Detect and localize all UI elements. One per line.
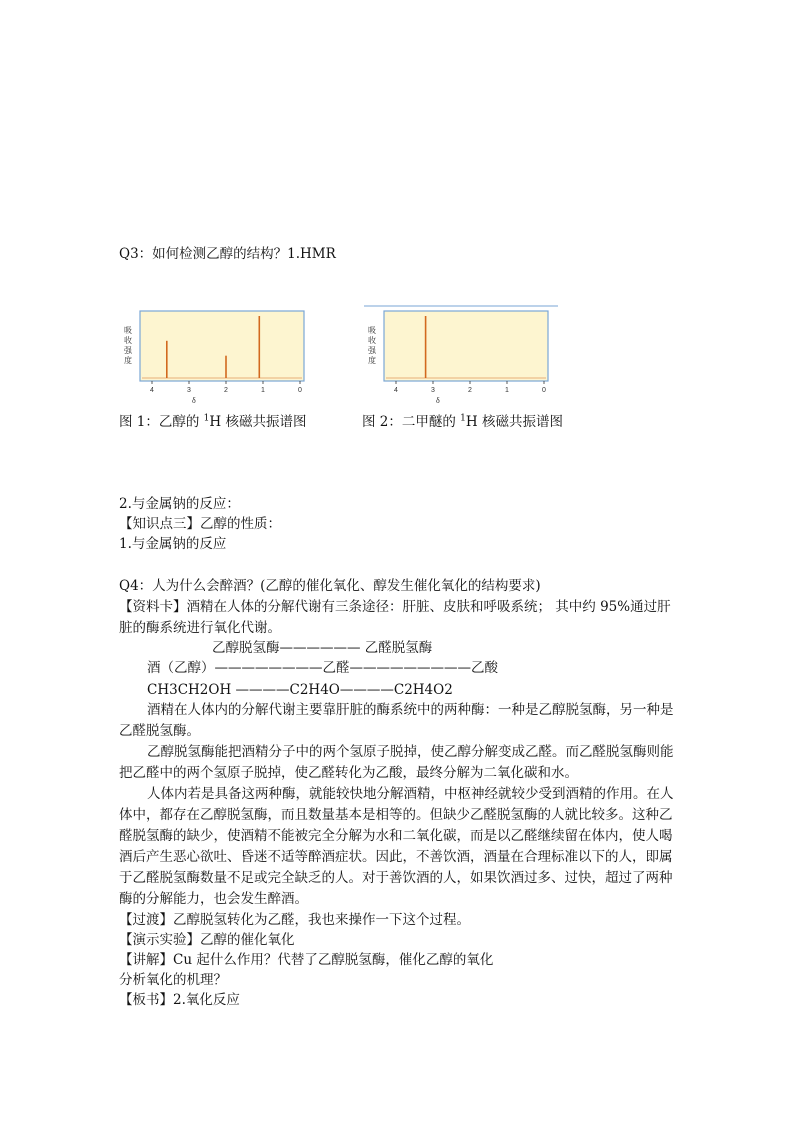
y-axis-label-char: 度 <box>124 356 132 365</box>
x-tick-label: 4 <box>150 387 154 394</box>
sodium-reaction-heading: 2.与金属钠的反应： <box>119 496 240 512</box>
x-tick-label: 3 <box>431 387 435 394</box>
reaction-chain-formulas: CH3CH2OH ————C2H4O————C2H4O2 <box>147 682 453 698</box>
x-tick-label: 0 <box>298 387 302 394</box>
x-tick-label: 2 <box>224 387 228 394</box>
knowledge-point-3: 【知识点三】乙醇的性质： <box>119 516 281 532</box>
info-card: 【资料卡】酒精在人体的分解代谢有三条途径：肝脏、皮肤和呼吸系统； 其中约 95%通过肝脏的酶系统进行氧化代谢。 <box>119 599 671 636</box>
y-axis-label-char: 强 <box>124 346 132 355</box>
paragraph-dehydrogenase: 乙醇脱氢酶能把酒精分子中的两个氢原子脱掉，使乙醇分解变成乙醛。而乙醛脱氢酶则能把乙醛中的两个氢原子脱掉，使乙醛转化为乙酸，最终分解为二氧化碳和水。 <box>119 744 674 781</box>
paragraph-drunkenness: 人体内若是具备这两种酶，就能较快地分解酒精，中枢神经就较少受到酒精的作用。在人体中，都存在乙醇脱氢酶，而且数量基本是相等的。但缺少乙醛脱氢酶的人就比较多。这种乙醛脱氢酶的缺少，使酒精不能被完全分解为水和二氧化碳，而是以乙醛继续留在体内，使人喝酒后产生恶心欲吐、昏迷不适等醉酒症状。因此，不善饮酒，酒量在合理标准以下的人，即属于乙醛脱氢酶数量不足或完全缺乏的人。对于善饮酒的人，如果饮酒过多、过快，超过了两种酶的分解能力，也会发生醉酒。 <box>119 786 674 907</box>
plot-area <box>140 311 304 381</box>
paragraph-enzymes: 酒精在人体内的分解代谢主要靠肝脏的酶系统中的两种酶：一种是乙醇脱氢酶，另一种是乙醛脱氢酶。 <box>119 702 674 739</box>
question-q4: Q4：人为什么会醉酒？(乙醇的催化氧化、醇发生催化氧化的结构要求) <box>119 578 541 594</box>
demo-experiment: 【演示实验】乙醇的催化氧化 <box>119 932 295 948</box>
y-axis-label-char: 强 <box>368 346 376 355</box>
x-tick-label: 1 <box>505 387 509 394</box>
reaction-chain-names: 酒（乙醇）————————乙醛—————————乙酸 <box>147 660 498 676</box>
plot-area <box>384 311 548 381</box>
figure-caption-2: 图 2：二甲醚的 $^1$H 核磁共振谱图 <box>362 413 563 430</box>
sodium-reaction-subheading: 1.与金属钠的反应 <box>119 536 227 552</box>
explanation: 【讲解】Cu 起什么作用？代替了乙醇脱氢酶，催化乙醇的氧化 <box>119 952 494 968</box>
x-axis-label: δ <box>436 396 440 405</box>
x-tick-label: 4 <box>394 387 398 394</box>
nmr-spectrum-ethanol <box>118 305 318 405</box>
y-axis-label-char: 收 <box>368 336 376 345</box>
x-tick-label: 0 <box>542 387 546 394</box>
y-axis-label-char: 度 <box>368 356 376 365</box>
mechanism-question: 分析氧化的机理？ <box>119 972 227 988</box>
question-q3: Q3：如何检测乙醇的结构？1.HMR <box>119 246 336 262</box>
y-axis-label-char: 收 <box>124 336 132 345</box>
y-axis-label-char: 吸 <box>368 326 376 335</box>
figure-caption-1: 图 1：乙醇的 $^1$H 核磁共振谱图 <box>119 413 307 430</box>
x-axis-label: δ <box>192 396 196 405</box>
board-note: 【板书】2.氧化反应 <box>119 992 240 1008</box>
y-axis-label-char: 吸 <box>124 326 132 335</box>
x-tick-label: 1 <box>261 387 265 394</box>
x-tick-label: 3 <box>187 387 191 394</box>
transition-note: 【过渡】乙醇脱氢转化为乙醛，我也来操作一下这个过程。 <box>119 912 470 928</box>
enzyme-labels: 乙醇脱氢酶—————— 乙醛脱氢酶 <box>212 640 433 656</box>
x-tick-label: 2 <box>468 387 472 394</box>
nmr-spectrum-dimethyl-ether <box>362 305 562 405</box>
